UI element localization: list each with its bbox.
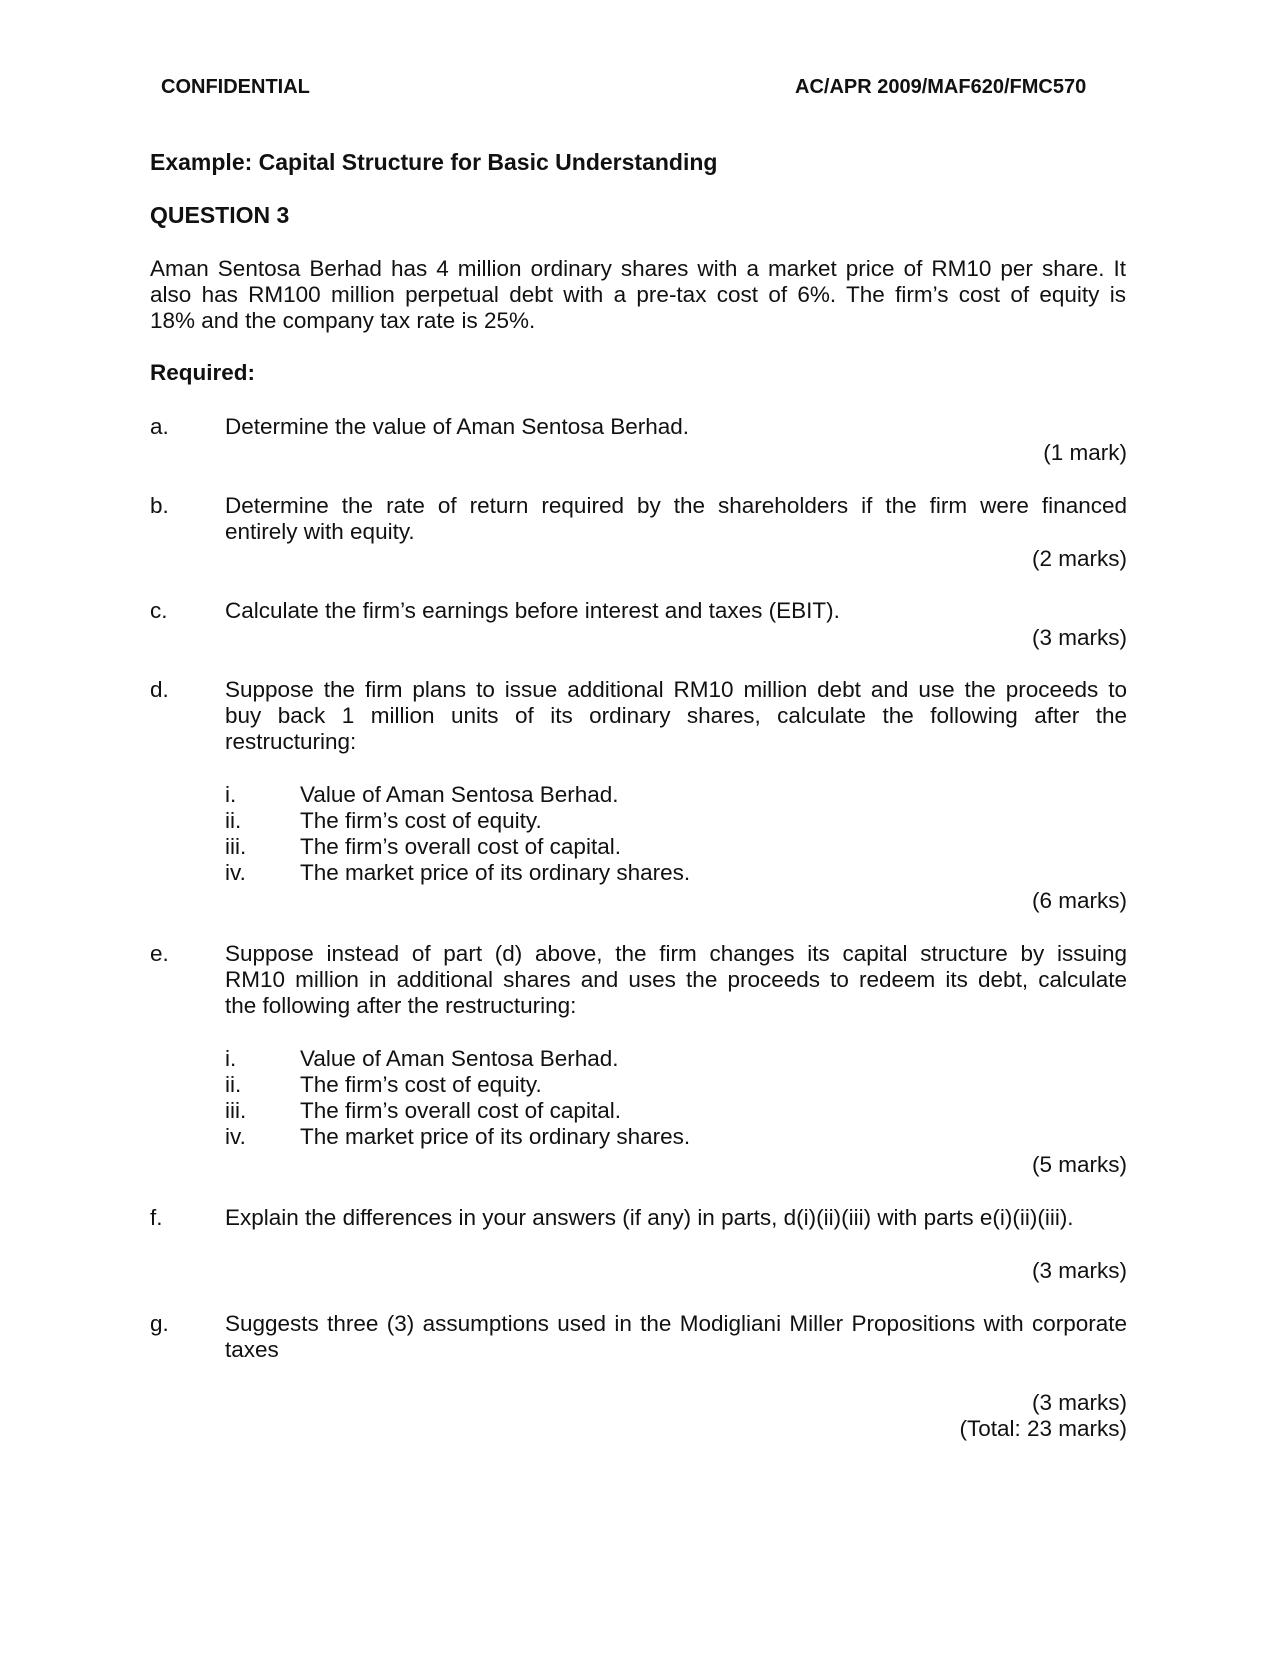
question-b-letter: b. xyxy=(150,493,169,518)
question-b-text xyxy=(225,493,1127,545)
question-line: RM10 million in additional shares and uses the proceeds to redeem its debt, calculate xyxy=(225,967,1127,992)
question-f-letter: f. xyxy=(150,1205,163,1230)
list-item: iii. The firm’s overall cost of capital. xyxy=(225,1098,621,1123)
question-a-letter: a. xyxy=(150,414,169,439)
paper-code: AC/APR 2009/MAF620/FMC570 xyxy=(795,76,1087,98)
question-line: Explain the differences in your answers (if any) in parts, d(i)(ii)(iii) with parts e(i)(ii)(iii). xyxy=(225,1205,1074,1230)
question-e-marks: (5 marks) xyxy=(1032,1152,1127,1177)
question-c-marks: (3 marks) xyxy=(1032,625,1127,650)
list-item: i. Value of Aman Sentosa Berhad. xyxy=(225,1046,619,1071)
question-g-text xyxy=(225,1311,1127,1363)
question-e-text xyxy=(225,941,1127,1019)
question-line: restructuring: xyxy=(225,729,357,754)
question-g-letter: g. xyxy=(150,1311,169,1336)
question-d-letter: d. xyxy=(150,677,169,702)
question-d-marks: (6 marks) xyxy=(1032,888,1127,913)
question-a-marks: (1 mark) xyxy=(1043,440,1127,465)
question-f-text xyxy=(225,1205,1127,1231)
question-d-subitems xyxy=(225,782,690,886)
question-line: Determine the value of Aman Sentosa Berhad. xyxy=(225,414,690,439)
question-f-marks: (3 marks) xyxy=(1032,1258,1127,1283)
list-item: iv. The market price of its ordinary shares. xyxy=(225,1124,691,1149)
question-line: taxes xyxy=(225,1337,279,1362)
question-c-text xyxy=(225,598,1127,624)
intro-line: also has RM100 million perpetual debt with a pre-tax cost of 6%. The firm’s cost of equity is xyxy=(150,282,1126,307)
question-line: Suggests three (3) assumptions used in the Modigliani Miller Propositions with corporate xyxy=(225,1311,1127,1336)
question-line: buy back 1 million units of its ordinary shares, calculate the following after the xyxy=(225,703,1127,728)
required-label: Required: xyxy=(150,360,256,385)
list-item: ii. The firm’s cost of equity. xyxy=(225,808,542,833)
list-item: iv. The market price of its ordinary shares. xyxy=(225,860,691,885)
confidential-label: CONFIDENTIAL xyxy=(161,76,310,98)
question-g-marks: (3 marks) xyxy=(1032,1390,1127,1415)
list-item: i. Value of Aman Sentosa Berhad. xyxy=(225,782,619,807)
question-b-marks: (2 marks) xyxy=(1032,546,1127,571)
question-line: the following after the restructuring: xyxy=(225,993,577,1018)
question-c-letter: c. xyxy=(150,598,168,623)
total-marks: (Total: 23 marks) xyxy=(959,1416,1127,1441)
question-e-subitems xyxy=(225,1046,690,1150)
page-title: Example: Capital Structure for Basic Understanding xyxy=(150,149,718,175)
question-d-text xyxy=(225,677,1127,755)
question-a-text xyxy=(225,414,1127,440)
question-line: Suppose the firm plans to issue additional RM10 million debt and use the proceeds to xyxy=(225,677,1127,702)
intro-line: 18% and the company tax rate is 25%. xyxy=(150,308,536,333)
question-line: Calculate the firm’s earnings before interest and taxes (EBIT). xyxy=(225,598,840,623)
question-line: entirely with equity. xyxy=(225,519,415,544)
intro-paragraph xyxy=(150,256,1126,334)
question-e-letter: e. xyxy=(150,941,169,966)
list-item: ii. The firm’s cost of equity. xyxy=(225,1072,542,1097)
intro-line: Aman Sentosa Berhad has 4 million ordinary shares with a market price of RM10 per share. It xyxy=(150,256,1126,281)
question-line: Suppose instead of part (d) above, the firm changes its capital structure by issuing xyxy=(225,941,1127,966)
list-item: iii. The firm’s overall cost of capital. xyxy=(225,834,621,859)
question-line: Determine the rate of return required by the shareholders if the firm were financed xyxy=(225,493,1127,518)
question-label: QUESTION 3 xyxy=(150,202,290,228)
